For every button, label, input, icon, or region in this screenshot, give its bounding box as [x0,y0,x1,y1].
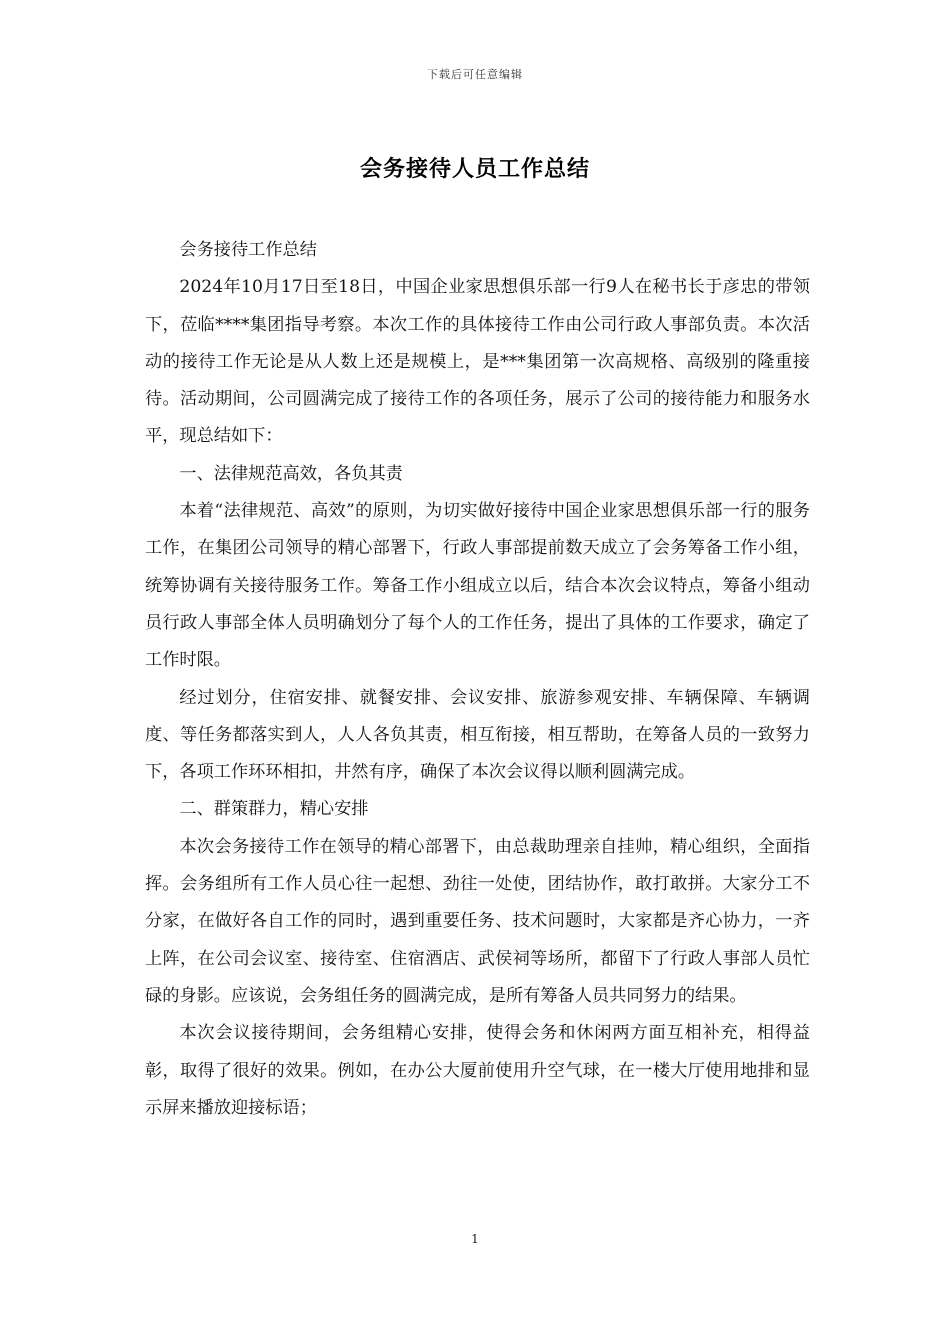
document-title: 会务接待人员工作总结 [359,156,590,182]
document-body [145,232,810,1127]
section-heading-2: 二、群策群力，精心安排 [179,799,369,820]
paragraph-section-2a: 本次会务接待工作在领导的精心部署下，由总裁助理亲自挂帅，精心组织，全面指挥。会务组所有工作人员心往一起想、劲往一处使，团结协作，敢打敢拼。大家分工不分家，在做好各自工作的同时，遇到重要任务、技术问题时，大家都是齐心协力，一齐上阵，在公司会议室、接待室、住宿酒店、武侯祠等场所，都留下了行政人事部人员忙碌的身影。应该说，会务组任务的圆满完成，是所有筹备人员共同努力的结果。 [145,836,810,1006]
paragraph-section-2b: 本次会议接待期间，会务组精心安排，使得会务和休闲两方面互相补充，相得益彰，取得了很好的效果。例如，在办公大厦前使用升空气球，在一楼大厅使用地排和显示屏来播放迎接标语； [145,1023,810,1118]
paragraph-subtitle: 会务接待工作总结 [179,240,317,260]
page-number: 1 [471,1232,479,1246]
section-heading-1: 一、法律规范高效，各负其责 [179,463,403,484]
paragraph-section-1a: 本着“法律规范、高效”的原则，为切实做好接待中国企业家思想俱乐部一行的服务工作，在集团公司领导的精心部署下，行政人事部提前数天成立了会务筹备工作小组，统筹协调有关接待服务工作。筹备工作小组成立以后，结合本次会议特点，筹备小组动员行政人事部全体人员明确划分了每个人的工作任务，提出了具体的工作要求，确定了工作时限。 [145,501,810,671]
page-header-note: 下载后可任意编辑 [427,68,523,81]
paragraph-section-1b: 经过划分，住宿安排、就餐安排、会议安排、旅游参观安排、车辆保障、车辆调度、等任务都落实到人，人人各负其责，相互衔接，相互帮助，在筹备人员的一致努力下，各项工作环环相扣，井然有序，确保了本次会议得以顺利圆满完成。 [145,687,810,783]
paragraph-intro: 2024年10月17日至18日，中国企业家思想俱乐部一行9人在秘书长于彦忠的带领下，莅临****集团指导考察。本次工作的具体接待工作由公司行政人事部负责。本次活动的接待工作无论是从人数上还是规模上，是***集团第一次高规格、高级别的隆重接待。活动期间，公司圆满完成了接待工作的各项任务，展示了公司的接待能力和服务水平，现总结如下： [145,277,810,447]
